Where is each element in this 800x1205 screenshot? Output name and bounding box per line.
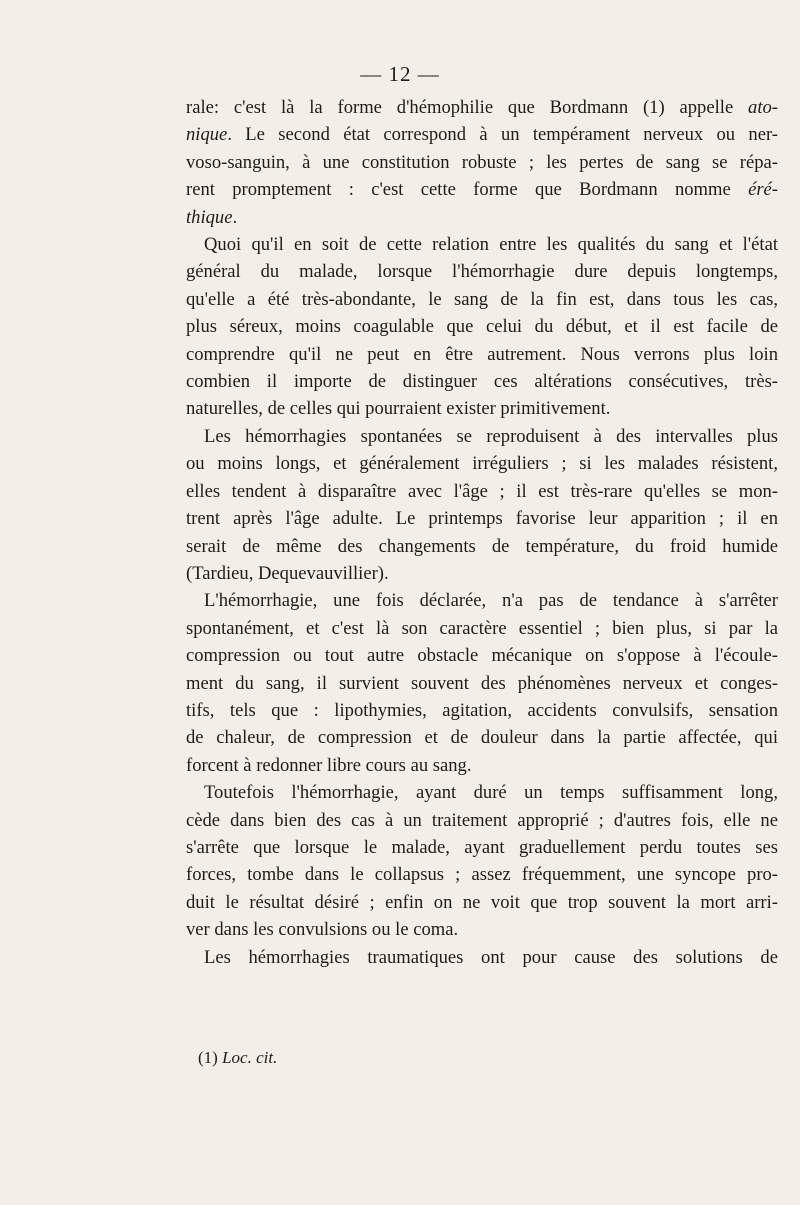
- text-line: rent promptement : c'est cette forme que Bordmann nomme éré-: [186, 179, 778, 201]
- text-line: Les hémorrhagies spontanées se reproduisent à des intervalles plus: [204, 425, 778, 447]
- text-line: ou moins longs, et généralement irréguliers ; si les malades résistent,: [186, 453, 778, 475]
- text-line: qu'elle a été très-abondante, le sang de la fin est, dans tous les cas,: [186, 288, 778, 310]
- text-line: thique.: [186, 206, 238, 228]
- text-line: de chaleur, de compression et de douleur dans la partie affectée, qui: [186, 727, 778, 749]
- footnote-text: Loc. cit.: [222, 1048, 278, 1067]
- footnote-marker: (1): [198, 1048, 223, 1067]
- page-number: — 12 —: [360, 62, 440, 86]
- text-line: Quoi qu'il en soit de cette relation entre les qualités du sang et l'état: [204, 234, 778, 256]
- footnote: [198, 1048, 277, 1068]
- text-line: comprendre qu'il ne peut en être autrement. Nous verrons plus loin: [186, 343, 778, 365]
- body-text: [186, 94, 778, 971]
- text-line: s'arrête que lorsque le malade, ayant graduellement perdu toutes ses: [186, 836, 778, 858]
- text-line: voso-sanguin, à une constitution robuste ; les pertes de sang se répa-: [186, 151, 778, 173]
- text-line: combien il importe de distinguer ces altérations consécutives, très-: [186, 371, 778, 393]
- text-line: trent après l'âge adulte. Le printemps favorise leur apparition ; il en: [186, 508, 778, 530]
- text-line: général du malade, lorsque l'hémorrhagie dure depuis longtemps,: [186, 261, 778, 283]
- text-line: ment du sang, il survient souvent des phénomènes nerveux et conges-: [186, 672, 778, 694]
- text-line: cède dans bien des cas à un traitement approprié ; d'autres fois, elle ne: [186, 809, 778, 831]
- text-line: rale: c'est là la forme d'hémophilie que Bordmann (1) appelle ato-: [186, 97, 778, 118]
- text-line: Les hémorrhagies traumatiques ont pour cause des solutions de: [204, 946, 778, 968]
- text-line: plus séreux, moins coagulable que celui du début, et il est facile de: [186, 316, 778, 338]
- text-line: tifs, tels que : lipothymies, agitation, accidents convulsifs, sensation: [186, 699, 778, 721]
- text-line: nique. Le second état correspond à un tempérament nerveux ou ner-: [186, 124, 778, 146]
- text-line: duit le résultat désiré ; enfin on ne voit que trop souvent la mort arri-: [186, 891, 778, 913]
- text-line: elles tendent à disparaître avec l'âge ; il est très-rare qu'elles se mon-: [186, 480, 778, 502]
- text-line: naturelles, de celles qui pourraient exister primitivement.: [186, 398, 611, 420]
- text-line: compression ou tout autre obstacle mécanique on s'oppose à l'écoule-: [186, 645, 778, 667]
- text-line: forcent à redonner libre cours au sang.: [186, 754, 472, 776]
- text-line: (Tardieu, Dequevauvillier).: [186, 562, 389, 584]
- text-line: L'hémorrhagie, une fois déclarée, n'a pas de tendance à s'arrêter: [204, 590, 778, 612]
- text-line: serait de même des changements de température, du froid humide: [186, 535, 778, 557]
- text-line: Toutefois l'hémorrhagie, ayant duré un temps suffisamment long,: [204, 782, 778, 804]
- text-line: ver dans les convulsions ou le coma.: [186, 919, 459, 941]
- text-line: forces, tombe dans le collapsus ; assez fréquemment, une syncope pro-: [186, 864, 778, 886]
- text-line: spontanément, et c'est là son caractère essentiel ; bien plus, si par la: [186, 617, 778, 639]
